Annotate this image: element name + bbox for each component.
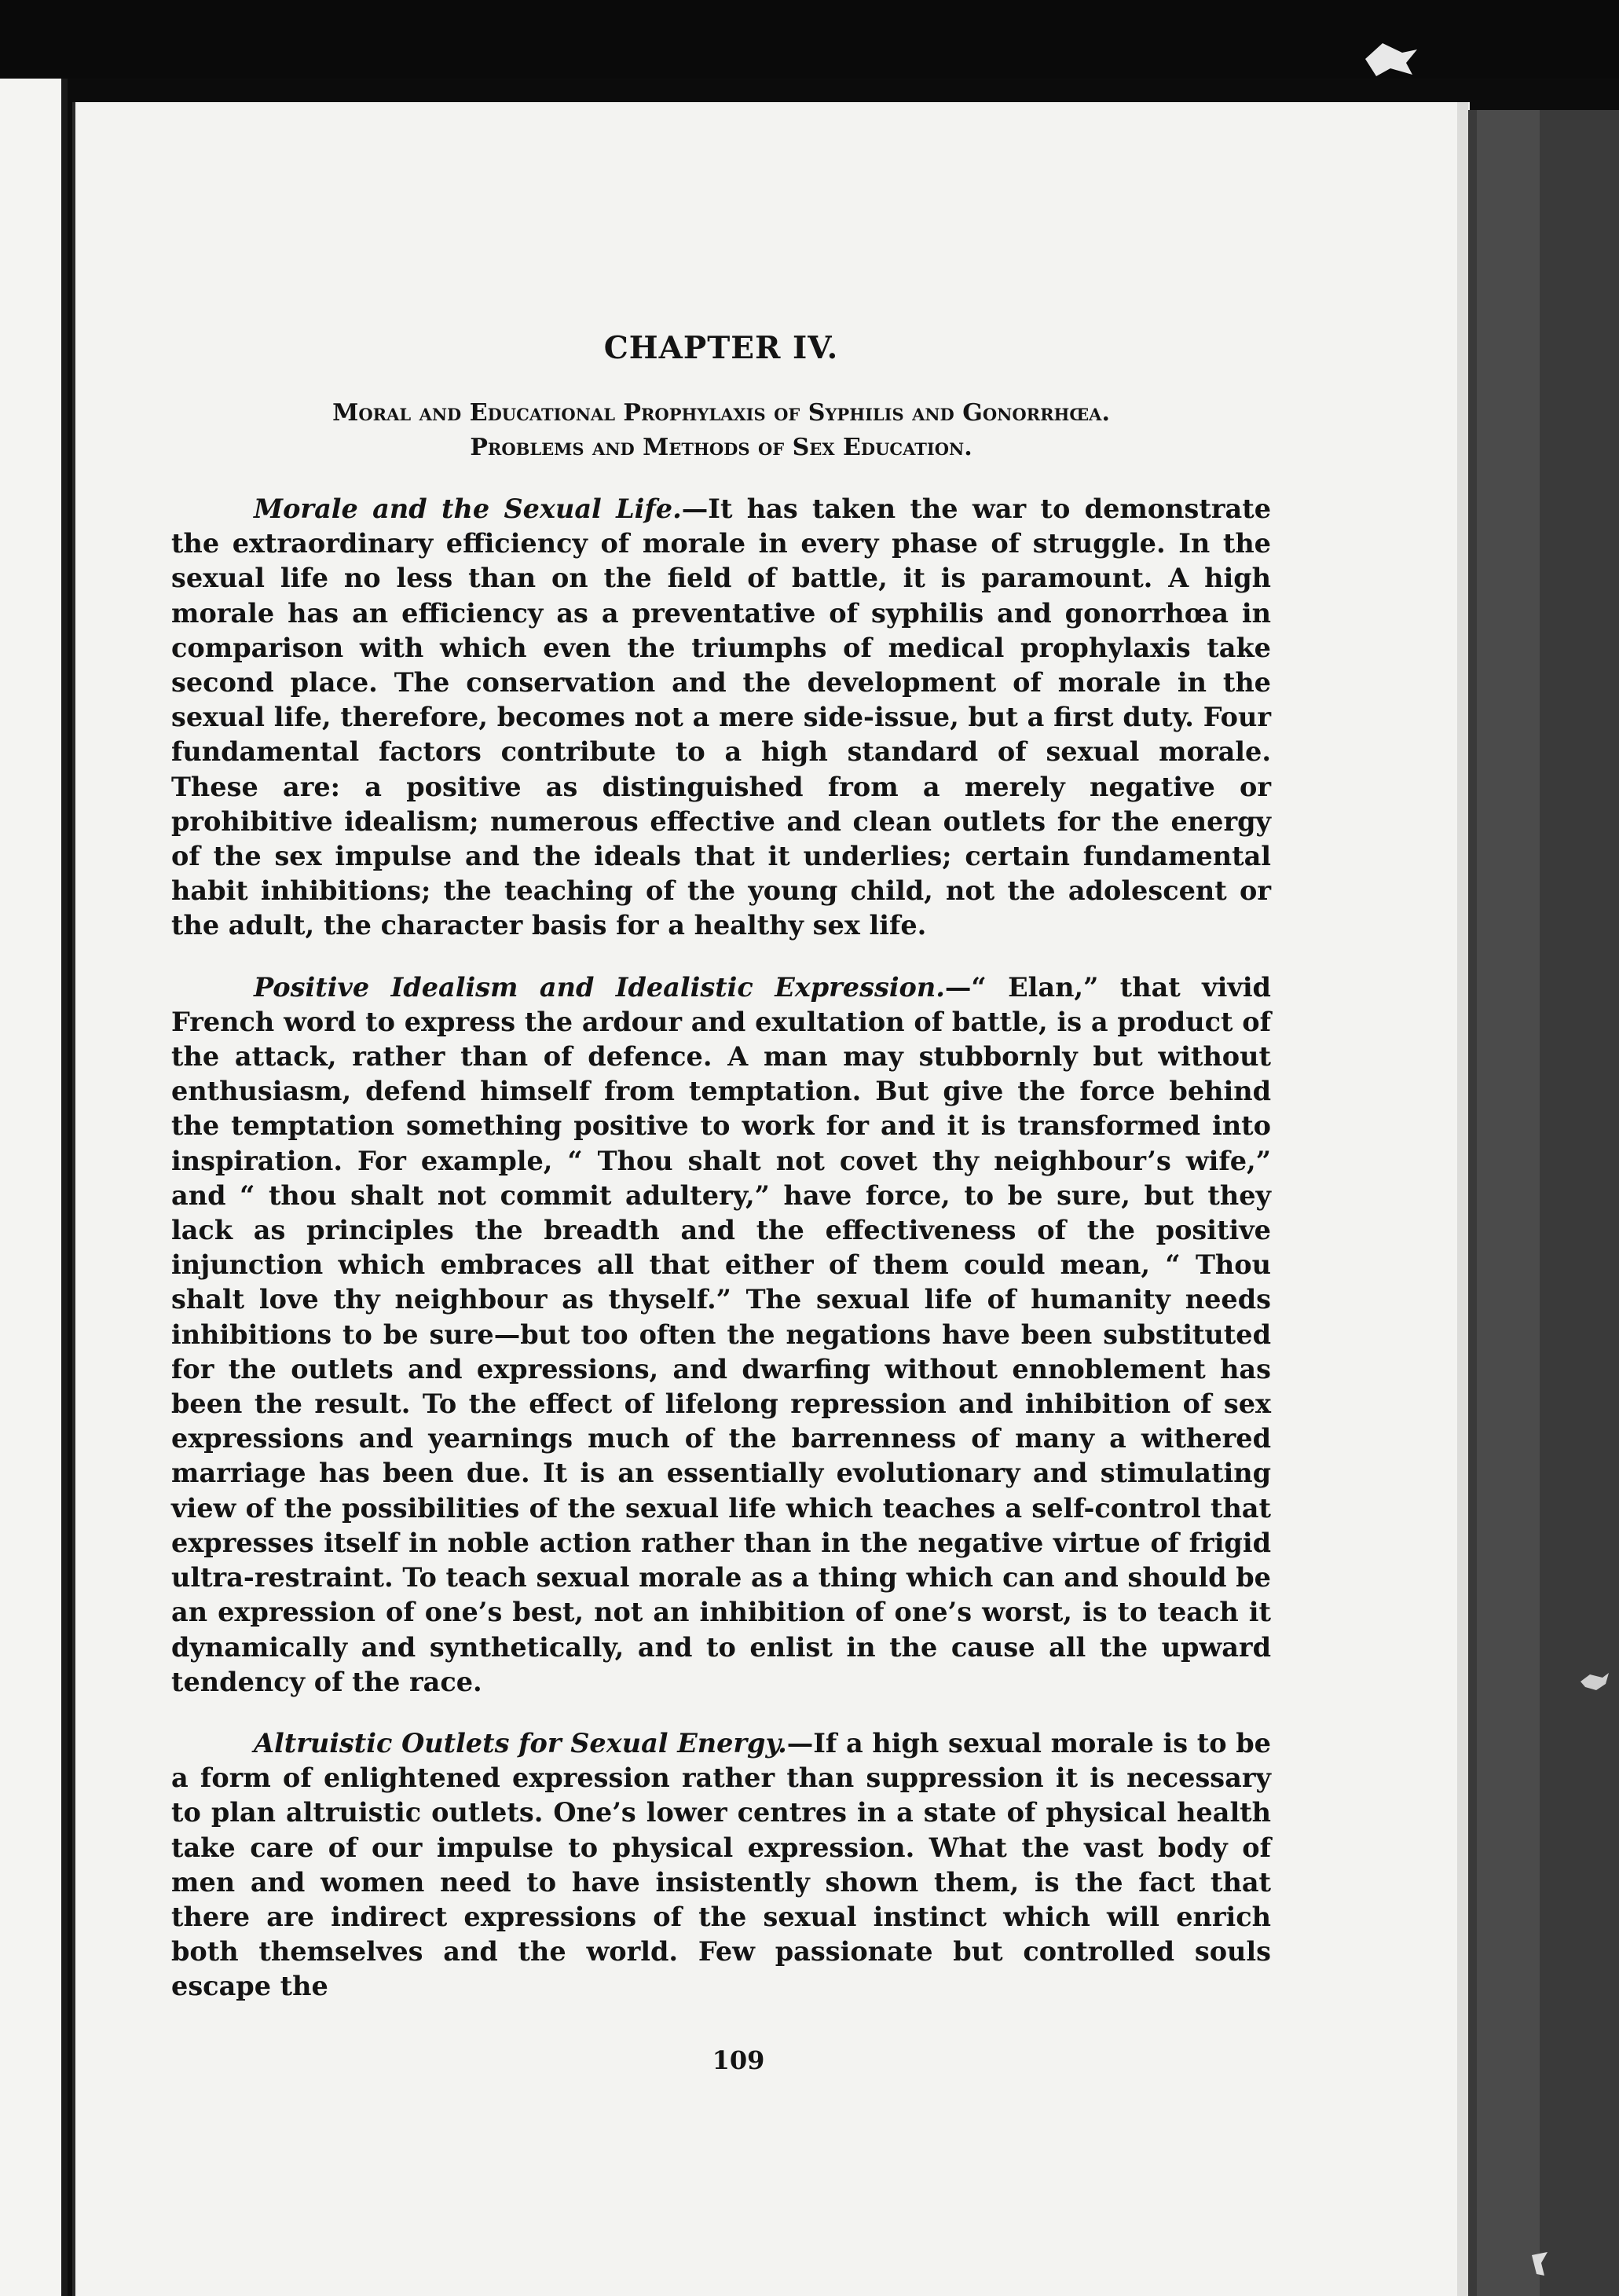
- scan-artifact: [1579, 1670, 1610, 1693]
- page-text: [171, 330, 1271, 2031]
- chapter-heading: CHAPTER IV.: [603, 330, 839, 366]
- paragraph-heading: Altruistic Outlets for Sexual Energy.: [254, 1727, 787, 1759]
- paragraph-body: —“ Elan,” that vivid French word to express the ardour and exultation of battle, is a product of the attack, rather than of defence. A man may stubbornly but without enthusiasm, defend himself from temptation. But give the force behind the temptation something positive to work for and it is transformed into inspiration. For example, “ Thou shalt not covet thy neighbour’s wife,” and “ thou shalt not commit adultery,” have force, to be sure, but they lack as principles the breadth and the effectiveness of the positive injunction which embraces all that either of them could mean, “ Thou shalt love thy neighbour as thyself.” The sexual life of humanity needs inhibitions to be sure—but too often the negations have been substituted for the outlets and expressions, and dwarfing without ennoblement has been the result. To the effect of lifelong repression and inhibition of sex expressions and yearnings much of the barrenness of many a withered marriage has been due. It is an essentially evolutionary and stimulating view of the possibilities of the sexual life which teaches a self-control that expresses itself in noble action rather than in the negative virtue of frigid ultra-restraint. To teach sexual morale as a thing which can and should be an expression of one’s best, not an inhibition of one’s worst, is to teach it dynamically and synthetically, and to enlist in the cause all the upward tendency of the race.: [171, 971, 1271, 1697]
- scan-artifact: [1524, 2247, 1555, 2279]
- binding-shadow: [1477, 110, 1540, 2296]
- page-edge: [1457, 102, 1468, 2296]
- scan-artifact: [1359, 35, 1422, 83]
- paragraph-positive-idealism: [171, 970, 1271, 1700]
- chapter-subtitle: [171, 396, 1271, 465]
- subtitle-line-1: Moral and Educational Prophylaxis of Syphilis and Gonorrhœa.: [332, 399, 1110, 427]
- subtitle-line-2: Problems and Methods of Sex Education.: [470, 434, 972, 461]
- page-number: 109: [712, 2045, 765, 2075]
- paragraph-morale: [171, 492, 1271, 944]
- paragraph-heading: Morale and the Sexual Life.: [254, 493, 682, 524]
- paragraph-heading: Positive Idealism and Idealistic Expression.: [254, 971, 945, 1003]
- paragraph-altruistic-outlets: [171, 1726, 1271, 2004]
- paragraph-body: —If a high sexual morale is to be a form of enlightened expression rather than suppression it is necessary to plan altruistic outlets. One’s lower centres in a state of physical health take care of our impulse to physical expression. What the vast body of men and women need to have insistently shown them, is the fact that there are indirect expressions of the sexual instinct which will enrich both themselves and the world. Few passionate but controlled souls escape the: [171, 1727, 1271, 2002]
- paragraph-body: —It has taken the war to demonstrate the extraordinary efficiency of morale in every phase of struggle. In the sexual life no less than on the field of battle, it is paramount. A high morale has an efficiency as a preventative of syphilis and gonorrhœa in comparison with which even the triumphs of medical prophylaxis take second place. The conservation and the development of morale in the sexual life, therefore, becomes not a mere side-issue, but a first duty. Four fundamental factors contribute to a high standard of sexual morale. These are: a positive as distinguished from a merely negative or prohibitive idealism; numerous effective and clean outlets for the energy of the sex impulse and the ideals that it underlies; certain fundamental habit inhibitions; the teaching of the young child, not the adolescent or the adult, the character basis for a healthy sex life.: [171, 493, 1272, 941]
- facing-page-edge: [0, 79, 68, 2296]
